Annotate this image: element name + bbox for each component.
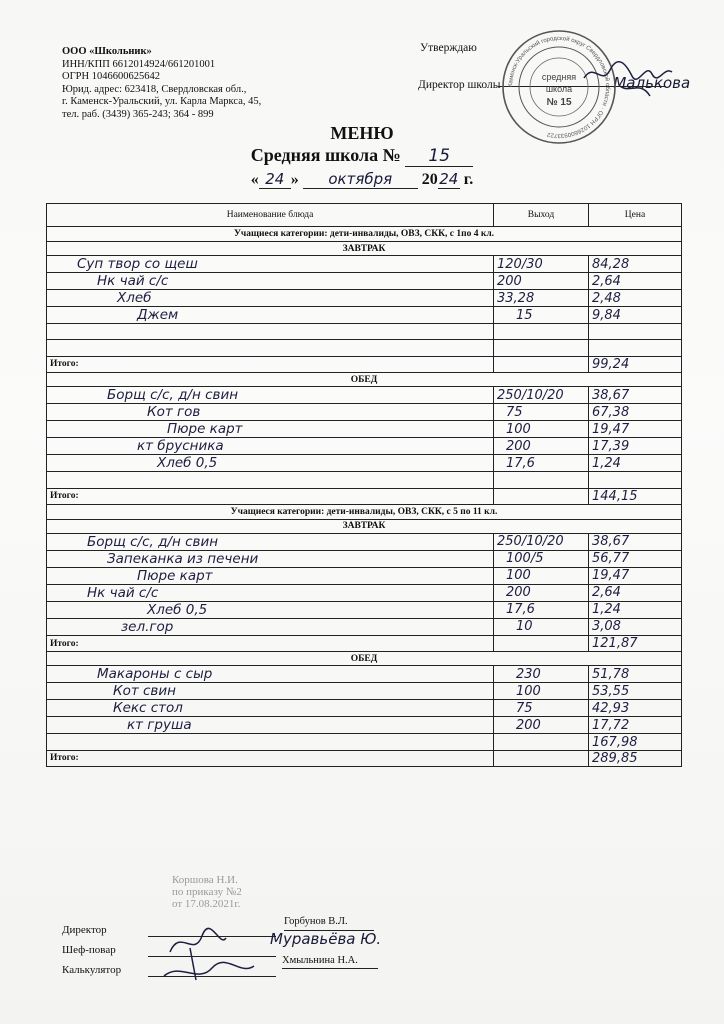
- table-row: [47, 666, 682, 683]
- dish-name: Джем: [47, 307, 494, 324]
- dish-price: 1,24: [589, 455, 682, 472]
- org-address-line-1: Юрид. адрес: 623418, Свердловская обл.,: [62, 83, 247, 95]
- dish-price: [589, 472, 682, 488]
- dish-output: [494, 734, 589, 750]
- signature-name-underline: [282, 968, 378, 969]
- dish-name: [47, 472, 494, 488]
- total-label: Итого:: [47, 750, 494, 766]
- table-row: [47, 584, 682, 601]
- signature-role-chef: Шеф-повар: [62, 944, 116, 956]
- meal-row: [47, 519, 682, 533]
- table-row: [47, 567, 682, 584]
- dish-output: 75: [494, 700, 589, 717]
- dish-output: 33,28: [494, 290, 589, 307]
- dish-name: Хлеб 0,5: [47, 455, 494, 472]
- col-header-price: Цена: [589, 204, 682, 227]
- total-output: [494, 488, 589, 504]
- total-value: 121,87: [589, 635, 682, 651]
- table-header-row: [47, 204, 682, 227]
- dish-price: 19,47: [589, 421, 682, 438]
- org-ogrn: ОГРН 1046600625642: [62, 71, 160, 83]
- table-row: [47, 472, 682, 488]
- date-close-quote: »: [290, 171, 299, 188]
- dish-price: 51,78: [589, 666, 682, 683]
- col-header-dish: Наименование блюда: [47, 204, 494, 227]
- category-label: Учащиеся категории: дети-инвалиды, ОВЗ, СКК, с 5 по 11 кл.: [47, 504, 682, 519]
- signature-name-director: Горбунов В.Л.: [284, 916, 348, 927]
- date-day: 24: [259, 170, 291, 189]
- table-row: [47, 324, 682, 340]
- grand-total-value: 289,85: [589, 750, 682, 766]
- total-label: Итого:: [47, 635, 494, 651]
- school-heading: [0, 145, 724, 167]
- grand-total-row: [47, 750, 682, 766]
- col-header-output: Выход: [494, 204, 589, 227]
- dish-output: [494, 340, 589, 356]
- meal-label: ОБЕД: [47, 652, 682, 666]
- faded-note-line: Коршова Н.И.: [172, 874, 238, 886]
- date-year-suffix: 24: [439, 170, 459, 188]
- org-phone: тел. раб. (3439) 365-243; 364 - 899: [62, 108, 214, 120]
- meal-row: [47, 242, 682, 256]
- dish-price: 2,64: [589, 584, 682, 601]
- dish-price: 3,08: [589, 618, 682, 635]
- meal-label: ЗАВТРАК: [47, 242, 682, 256]
- meal-row: [47, 373, 682, 387]
- date-open-quote: «: [250, 171, 259, 188]
- dish-output: 120/30: [494, 256, 589, 273]
- dish-price: 2,48: [589, 290, 682, 307]
- dish-price: 42,93: [589, 700, 682, 717]
- dish-name: Кот свин: [47, 683, 494, 700]
- org-name: ООО «Школьник»: [62, 46, 152, 57]
- dish-output: 200: [494, 438, 589, 455]
- dish-price: 1,24: [589, 601, 682, 618]
- signature-name-calculator: Хмыльнина Н.А.: [282, 955, 358, 966]
- dish-name: [47, 734, 494, 750]
- dish-output: 250/10/20: [494, 387, 589, 404]
- menu-table: [46, 203, 682, 767]
- total-output: [494, 750, 589, 766]
- total-row: [47, 356, 682, 372]
- dish-price: 38,67: [589, 533, 682, 550]
- dish-name: Борщ с/с, д/н свин: [47, 533, 494, 550]
- org-address-line-2: г. Каменск-Уральский, ул. Карла Маркса, 45,: [62, 96, 262, 108]
- meal-label: ЗАВТРАК: [47, 519, 682, 533]
- dish-output: 230: [494, 666, 589, 683]
- dish-price: [589, 340, 682, 356]
- dish-output: 100/5: [494, 550, 589, 567]
- menu-date: [0, 170, 724, 189]
- dish-price: 2,64: [589, 273, 682, 290]
- dish-name: Кот гов: [47, 404, 494, 421]
- dish-name: Кекс стол: [47, 700, 494, 717]
- table-row: [47, 683, 682, 700]
- school-label: Средняя школа №: [250, 145, 401, 165]
- dish-name: Нк чай с/с: [47, 273, 494, 290]
- approve-label: Утверждаю: [420, 42, 477, 54]
- dish-name: кт груша: [47, 717, 494, 734]
- table-row: [47, 290, 682, 307]
- school-number: 15: [405, 146, 473, 167]
- table-row: [47, 438, 682, 455]
- dish-price: [589, 324, 682, 340]
- total-output: [494, 635, 589, 651]
- dish-output: 15: [494, 307, 589, 324]
- meal-label: ОБЕД: [47, 373, 682, 387]
- dish-price: 56,77: [589, 550, 682, 567]
- director-label: Директор школы: [418, 79, 501, 91]
- dish-price: 53,55: [589, 683, 682, 700]
- dish-name: [47, 324, 494, 340]
- dish-output: 17,6: [494, 455, 589, 472]
- dish-output: 200: [494, 273, 589, 290]
- dish-name: Пюре карт: [47, 567, 494, 584]
- signature-role-director: Директор: [62, 924, 107, 936]
- table-row: [47, 601, 682, 618]
- dish-output: 75: [494, 404, 589, 421]
- dish-output: 100: [494, 567, 589, 584]
- dish-name: Хлеб 0,5: [47, 601, 494, 618]
- date-year-end: г.: [463, 171, 474, 188]
- date-month: октября: [303, 170, 418, 189]
- table-row: [47, 307, 682, 324]
- stamp-line-2: школа: [545, 84, 573, 94]
- total-value: 144,15: [589, 488, 682, 504]
- director-signature-scribble: [580, 56, 675, 102]
- stamp-line-3: № 15: [546, 97, 572, 108]
- date-year-prefix: 20: [421, 171, 438, 188]
- table-row: [47, 421, 682, 438]
- dish-name: Борщ с/с, д/н свин: [47, 387, 494, 404]
- table-row: [47, 404, 682, 421]
- stamp-line-1: средняя: [541, 72, 577, 82]
- table-row: [47, 700, 682, 717]
- dish-output: [494, 324, 589, 340]
- faded-note-line: от 17.08.2021г.: [172, 898, 241, 910]
- dish-price: 167,98: [589, 734, 682, 750]
- faded-note-line: по приказу №2: [172, 886, 242, 898]
- table-row: [47, 273, 682, 290]
- dish-price: 17,39: [589, 438, 682, 455]
- dish-name: Запеканка из печени: [47, 550, 494, 567]
- table-row: [47, 533, 682, 550]
- dish-name: Пюре карт: [47, 421, 494, 438]
- table-row: [47, 618, 682, 635]
- dish-output: 200: [494, 584, 589, 601]
- dish-name: зел.гор: [47, 618, 494, 635]
- table-row: [47, 455, 682, 472]
- stamp-ring-text: Каменск-Уральский городской округ Свердловской области · ОГРН 1026600933722: [507, 35, 611, 139]
- organization-block: [62, 46, 261, 122]
- dish-price: 67,38: [589, 404, 682, 421]
- dish-output: 17,6: [494, 601, 589, 618]
- table-row: [47, 734, 682, 750]
- meal-row: [47, 652, 682, 666]
- dish-name: кт брусника: [47, 438, 494, 455]
- total-label: Итого:: [47, 356, 494, 372]
- category-label: Учащиеся категории: дети-инвалиды, ОВЗ, СКК, с 1по 4 кл.: [47, 227, 682, 242]
- page-title: МЕНЮ: [330, 123, 394, 143]
- total-output: [494, 356, 589, 372]
- total-value: 99,24: [589, 356, 682, 372]
- category-row: [47, 227, 682, 242]
- director-handwritten-name: Малькова: [613, 74, 691, 92]
- dish-output: 100: [494, 421, 589, 438]
- dish-output: 250/10/20: [494, 533, 589, 550]
- dish-name: Суп твор со щеш: [47, 256, 494, 273]
- dish-output: 200: [494, 717, 589, 734]
- faded-order-note: [172, 874, 242, 910]
- table-row: [47, 387, 682, 404]
- total-row: [47, 635, 682, 651]
- dish-price: 17,72: [589, 717, 682, 734]
- total-row: [47, 488, 682, 504]
- dish-name: Хлеб: [47, 290, 494, 307]
- table-row: [47, 340, 682, 356]
- dish-name: [47, 340, 494, 356]
- total-label: Итого:: [47, 488, 494, 504]
- dish-output: [494, 472, 589, 488]
- table-row: [47, 717, 682, 734]
- table-row: [47, 550, 682, 567]
- dish-price: 9,84: [589, 307, 682, 324]
- dish-name: Нк чай с/с: [47, 584, 494, 601]
- dish-price: 19,47: [589, 567, 682, 584]
- org-inn: ИНН/КПП 6612014924/661201001: [62, 58, 216, 70]
- table-row: [47, 256, 682, 273]
- dish-price: 38,67: [589, 387, 682, 404]
- signature-name-chef: Муравьёва Ю.: [270, 930, 382, 948]
- dish-name: Макароны с сыр: [47, 666, 494, 683]
- signature-role-calculator: Калькулятор: [62, 964, 122, 976]
- dish-price: 84,28: [589, 256, 682, 273]
- dish-output: 10: [494, 618, 589, 635]
- dish-output: 100: [494, 683, 589, 700]
- category-row: [47, 504, 682, 519]
- handwritten-signature-scribble: [150, 918, 270, 992]
